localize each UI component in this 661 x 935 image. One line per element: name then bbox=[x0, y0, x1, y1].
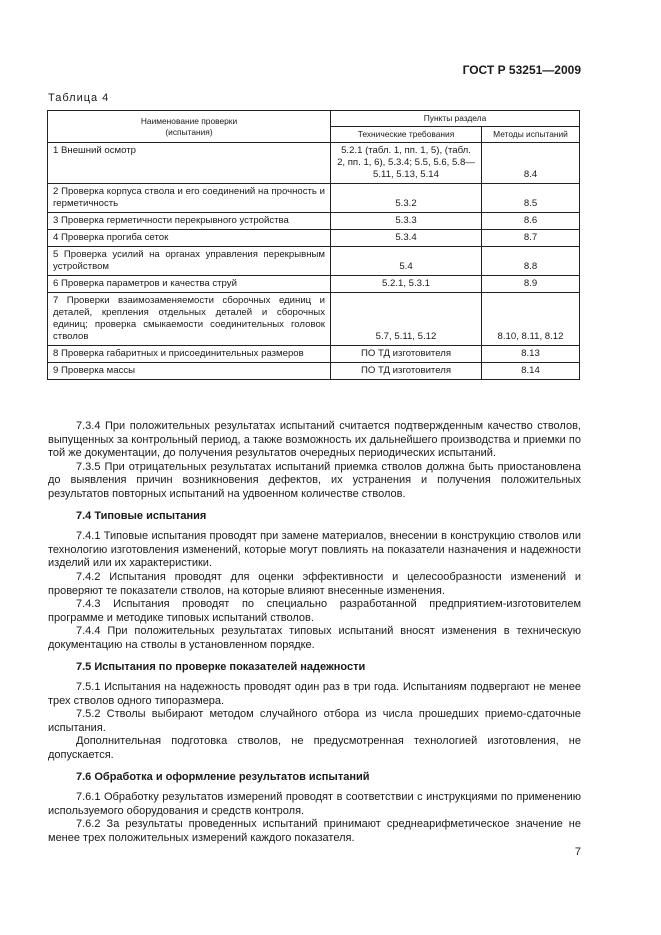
row-name: 5 Проверка усилий на органах управления перекрывным устройством bbox=[48, 247, 331, 276]
paragraph-7-3-5: 7.3.5 При отрицательных результатах испытаний приемка стволов должна быть приостановлена до выявления причин возникновения дефектов, их устранения и получения положительных результатов повторных испытаний на удвоенном количестве стволов. bbox=[48, 460, 581, 500]
paragraph-7-5-1: 7.5.1 Испытания на надежность проводят один раз в три года. Испытаниям подвергают не менее трех стволов одного типоразмера. bbox=[48, 681, 581, 707]
requirements-table bbox=[47, 110, 580, 380]
section-heading-7-4: 7.4 Типовые испытания bbox=[76, 509, 207, 522]
row-method: 8.14 bbox=[482, 363, 580, 380]
table-row bbox=[48, 363, 580, 380]
section-heading-7-5: 7.5 Испытания по проверке показателей надежности bbox=[76, 660, 366, 673]
row-name: 3 Проверка герметичности перекрывного устройства bbox=[48, 213, 331, 230]
paragraph-7-6-1: 7.6.1 Обработку результатов измерений проводят в соответствии с инструкциями по применению используемого оборудования и средств контроля. bbox=[48, 791, 581, 817]
row-name: 6 Проверка параметров и качества струй bbox=[48, 276, 331, 293]
row-name: 8 Проверка габаритных и присоединительных размеров bbox=[48, 346, 331, 363]
paragraph-7-5-2-note: Дополнительная подготовка стволов, не предусмотренная технологией изготовления, не допускается. bbox=[48, 735, 581, 762]
table-row bbox=[48, 247, 580, 276]
table-row bbox=[48, 293, 580, 346]
row-req: 5.3.4 bbox=[331, 230, 482, 247]
row-method: 8.4 bbox=[482, 143, 580, 184]
row-method: 8.8 bbox=[482, 247, 580, 276]
page-number: 7 bbox=[574, 846, 581, 858]
row-req: 5.4 bbox=[331, 247, 482, 276]
row-name: 9 Проверка массы bbox=[48, 363, 331, 380]
table-row bbox=[48, 276, 580, 293]
paragraph-7-3-4: 7.3.4 При положительных результатах испытаний считается подтвержденным качество стволов, выпущенных за контрольный период, а также возможность их дальнейшего производства и приемки по той же документации, до получения результатов очередных периодических испытаний. bbox=[48, 420, 581, 460]
body-text bbox=[48, 420, 581, 846]
section-heading-7-6: 7.6 Обработка и оформление результатов испытаний bbox=[76, 770, 370, 783]
paragraph-7-4-1: 7.4.1 Типовые испытания проводят при замене материалов, внесении в конструкцию стволов или технологию изготовления изменений, которые могут повлиять на показатели назначения и надежности изделий или их характеристики. bbox=[48, 530, 581, 570]
document-header: ГОСТ Р 53251—2009 bbox=[462, 63, 581, 77]
table-row bbox=[48, 213, 580, 230]
paragraph-7-4-3: 7.4.3 Испытания проводят по специально разработанной предприятием-изготовителем программе и методике типовых испытаний стволов. bbox=[48, 598, 581, 624]
row-req: 5.2.1, 5.3.1 bbox=[331, 276, 482, 293]
table-header-row bbox=[48, 111, 580, 127]
table-row bbox=[48, 346, 580, 363]
row-method: 8.7 bbox=[482, 230, 580, 247]
row-method: 8.5 bbox=[482, 184, 580, 213]
row-method: 8.9 bbox=[482, 276, 580, 293]
row-req: 5.7, 5.11, 5.12 bbox=[331, 293, 482, 346]
paragraph-7-4-4: 7.4.4 При положительных результатах типовых испытаний вносят изменения в техническую документацию на стволы в установленном порядке. bbox=[48, 625, 581, 651]
header-check-name-text: Наименование проверки (испытания) bbox=[140, 115, 238, 137]
table-caption: Таблица 4 bbox=[48, 92, 110, 104]
row-method: 8.6 bbox=[482, 213, 580, 230]
table-row bbox=[48, 230, 580, 247]
row-req: 5.2.1 (табл. 1, пп. 1, 5), (табл. 2, пп. 1, 6), 5.3.4; 5.5, 5.6, 5.8—5.11, 5.13, 5.14 bbox=[331, 143, 482, 184]
row-req: 5.3.2 bbox=[331, 184, 482, 213]
paragraph-7-6-2: 7.6.2 За результаты проведенных испытаний принимают среднеарифметическое значение не менее трех положительных измерений каждого показателя. bbox=[48, 818, 581, 845]
table-row bbox=[48, 143, 580, 184]
row-name: 7 Проверки взаимозаменяемости сборочных единиц и деталей, крепления отдельных деталей и сборочных единиц; проверка смыкаемости соединительных головок стволов bbox=[48, 293, 331, 346]
row-name: 4 Проверка прогиба сеток bbox=[48, 230, 331, 247]
row-name: 2 Проверка корпуса ствола и его соединений на прочность и герметичность bbox=[48, 184, 331, 213]
paragraph-7-5-2: 7.5.2 Стволы выбирают методом случайного отбора из числа прошедших приемо-сдаточные испытания. bbox=[48, 708, 581, 734]
table-row bbox=[48, 184, 580, 213]
header-check-name bbox=[48, 111, 331, 143]
row-method: 8.13 bbox=[482, 346, 580, 363]
header-tech-requirements: Технические требования bbox=[331, 127, 482, 143]
row-name: 1 Внешний осмотр bbox=[48, 143, 331, 184]
row-req: 5.3.3 bbox=[331, 213, 482, 230]
header-test-methods: Методы испытаний bbox=[482, 127, 580, 143]
row-method: 8.10, 8.11, 8.12 bbox=[482, 293, 580, 346]
row-req: ПО ТД изготовителя bbox=[331, 363, 482, 380]
paragraph-7-4-2: 7.4.2 Испытания проводят для оценки эффективности и целесообразности изменений и проверяют те показатели стволов, на которые влияют внесенные изменения. bbox=[48, 570, 581, 597]
header-section-points: Пункты раздела bbox=[331, 111, 580, 127]
row-req: ПО ТД изготовителя bbox=[331, 346, 482, 363]
